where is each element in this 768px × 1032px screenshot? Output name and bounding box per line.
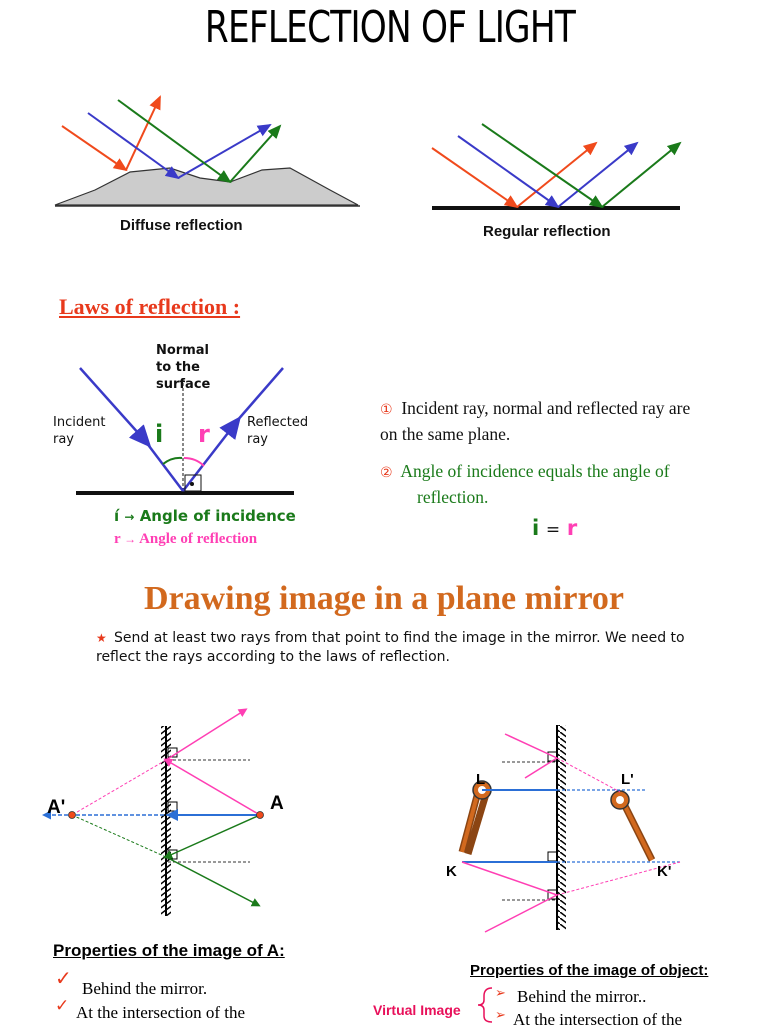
virtual-image-label: Virtual Image [373,1002,461,1018]
legend-incidence: í → Angle of incidence [114,507,296,525]
r-symbol: r [198,420,210,448]
check-icon-2: ✓ [55,996,70,1016]
i-symbol: i [155,420,164,448]
properties-a-title: Properties of the image of A: [53,941,285,960]
property-object-1: Behind the mirror.. [517,987,647,1006]
incident-label: Incident ray [53,415,106,447]
reflected-ray [183,420,238,491]
rough-surface [55,168,358,205]
bullet-icon-2: ➢ [495,1008,506,1023]
equation: i = r [532,516,578,540]
diffuse-red-out [126,97,160,170]
point-a-image-label: A' [47,797,66,818]
mirror-heading: Drawing image in a plane mirror [143,580,625,617]
brace-icon [474,986,496,1024]
point-l-image-label: L' [621,771,634,788]
law-2: ② Angle of incidence equals the angle of reflection. [380,461,670,507]
laws-heading: Laws of reflection : [59,294,241,319]
property-a-2: At the intersection of the [76,1003,246,1022]
legend-reflection: r → Angle of reflection [114,531,258,547]
bullet-icon: ➢ [495,986,506,1001]
point-a-label: A [270,793,284,814]
point-image-diagram [30,700,330,925]
point-k-image-label: K' [657,863,672,880]
object-image-diagram [440,720,700,940]
law-1: ① Incident ray, normal and reflected ray are on the same plane. [380,398,691,444]
diffuse-caption: Diffuse reflection [120,217,243,234]
instruction-text: Send at least two rays from that point to find the image in the mirror. We need to reflect the rays according to the laws of reflection. [96,630,685,665]
angle-r-arc [184,458,204,466]
page-title: REFLECTION OF LIGHT [204,2,576,53]
star-icon: ★ [96,631,107,645]
reflection-types-diagram [0,80,768,225]
properties-object-title: Properties of the image of object: [470,962,709,979]
point-k-label: K [446,863,457,880]
diffuse-blue-in [88,113,178,178]
angle-i-arc [163,458,182,464]
check-icon: ✓ [55,966,72,990]
property-a-1: Behind the mirror. [82,979,208,998]
point-l-label: L [476,771,486,788]
reflected-label: Reflected ray [247,415,309,447]
normal-label: Normal to the surface [156,343,211,392]
regular-caption: Regular reflection [483,223,611,240]
property-object-2: At the intersection of the [513,1010,683,1029]
